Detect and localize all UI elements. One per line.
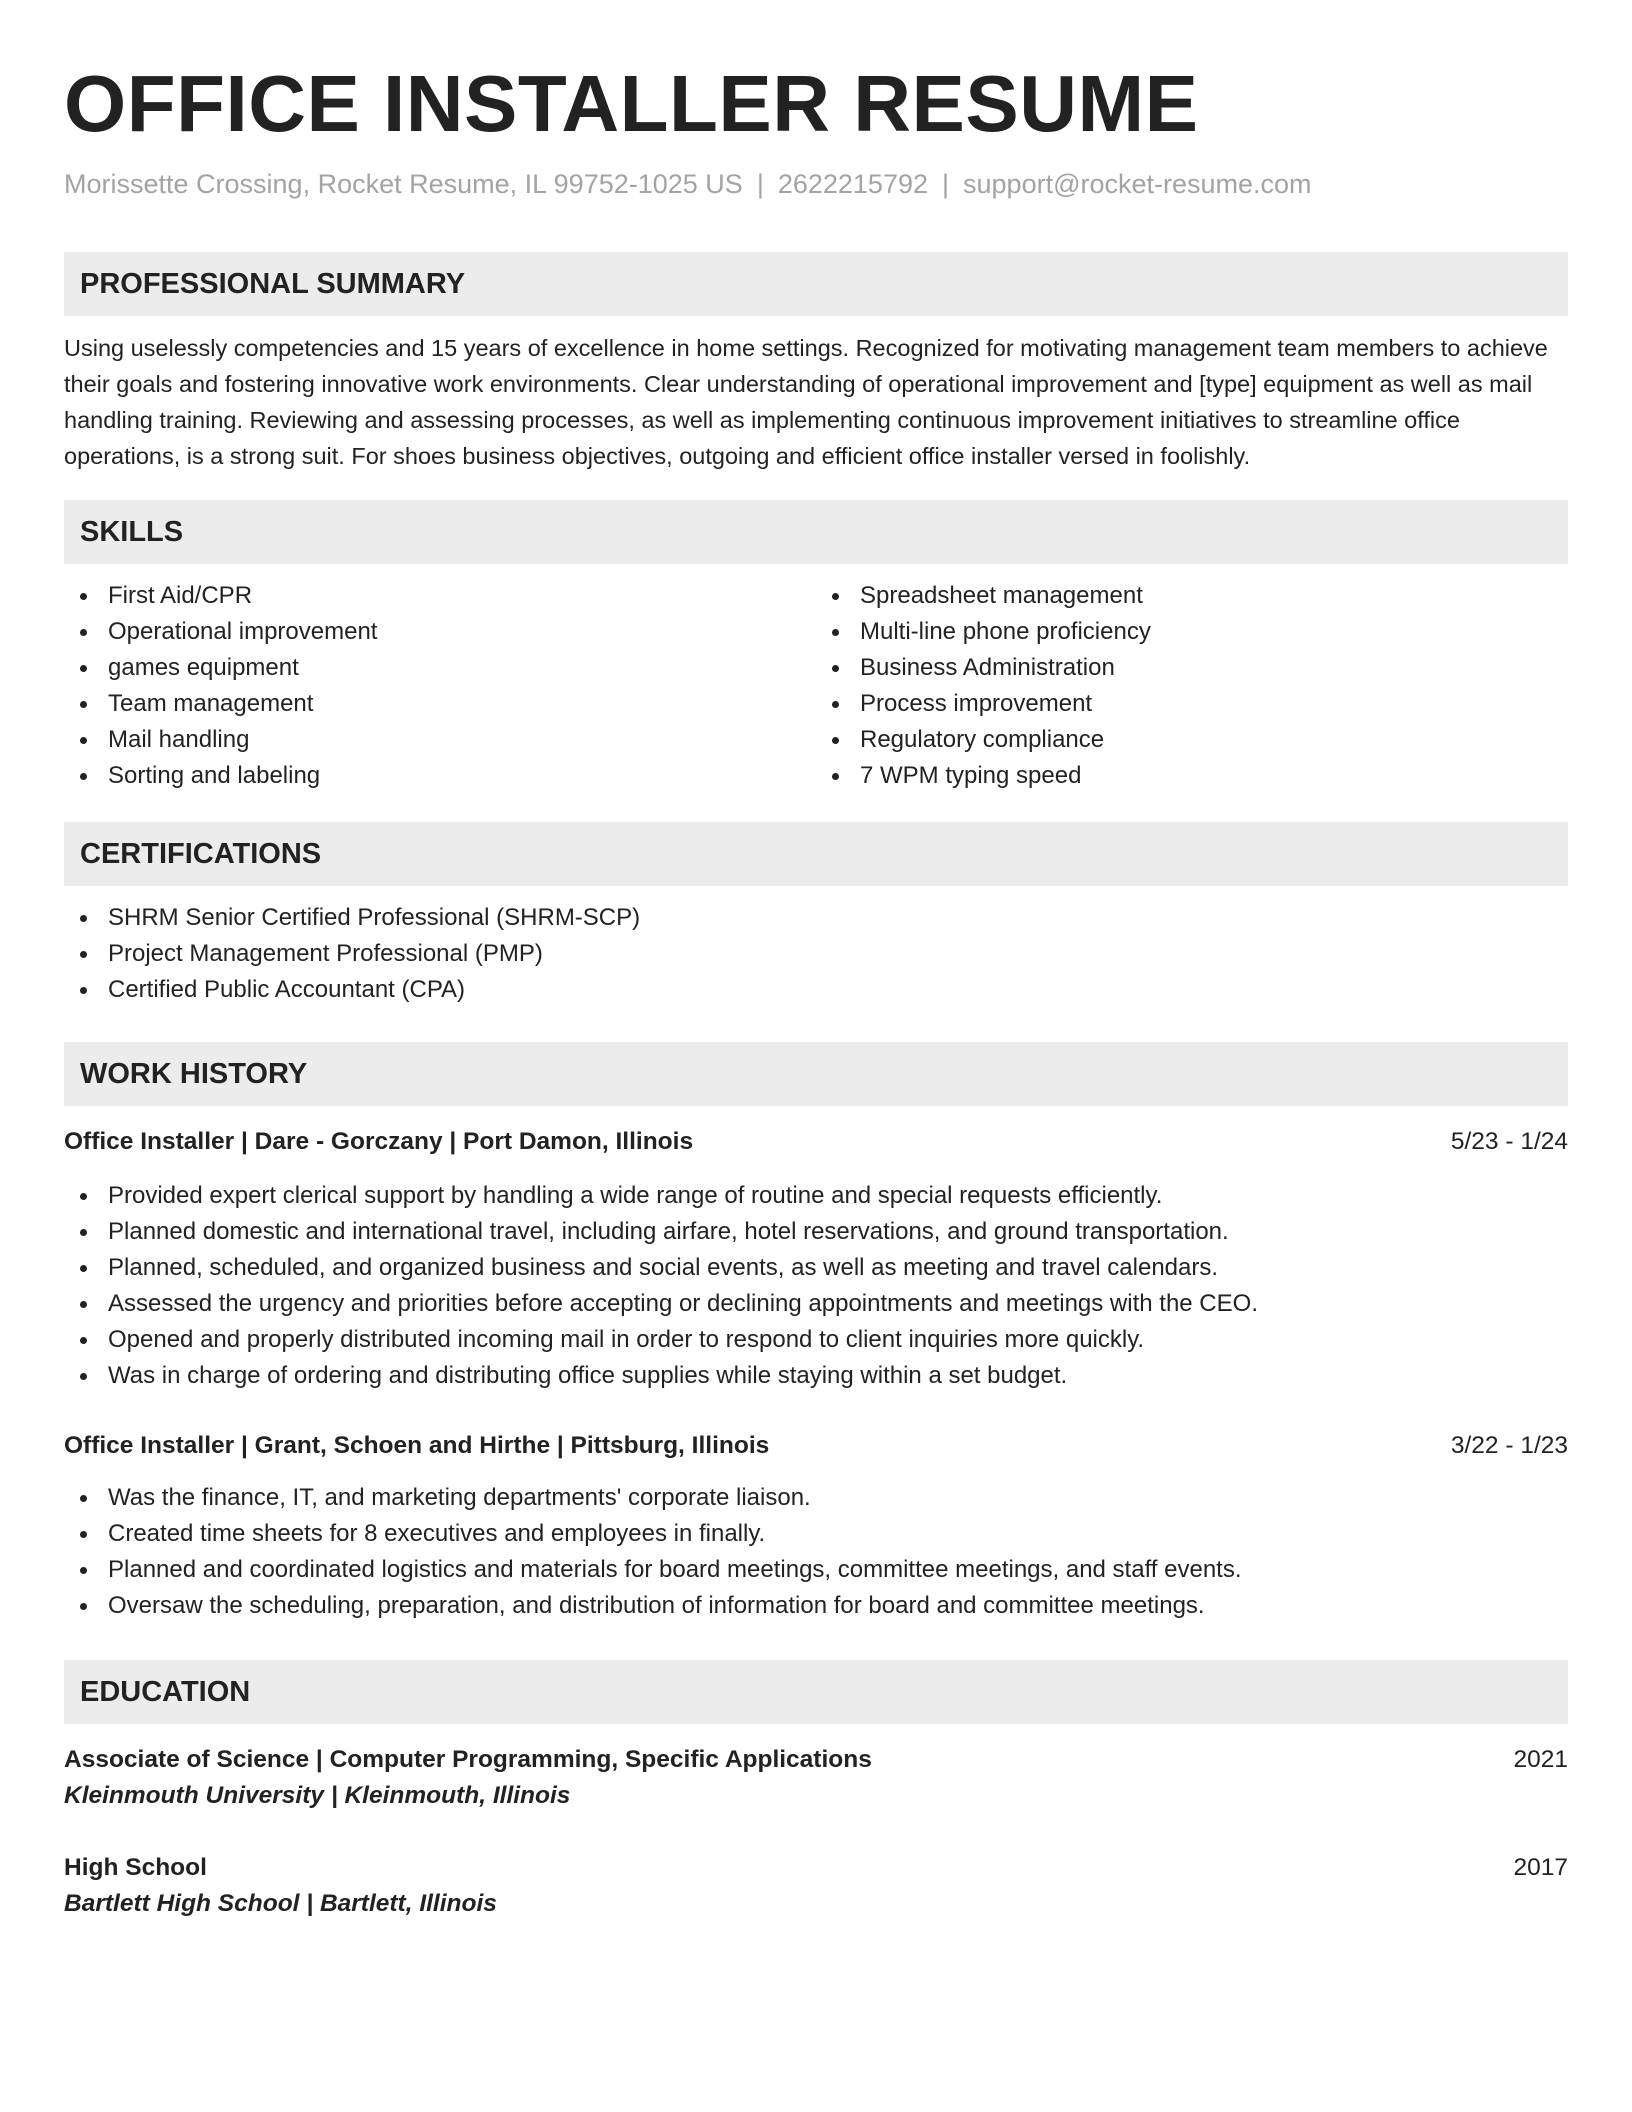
job-bullet: Provided expert clerical support by handling a wide range of routine and special requests efficiently. xyxy=(64,1178,1568,1214)
skill-item: Spreadsheet management xyxy=(816,578,1568,614)
certification-item: Project Management Professional (PMP) xyxy=(64,936,1568,972)
education-heading: EDUCATION xyxy=(64,1660,1568,1724)
certification-item: Certified Public Accountant (CPA) xyxy=(64,972,1568,1008)
certification-item: SHRM Senior Certified Professional (SHRM-SCP) xyxy=(64,900,1568,936)
job-bullet: Oversaw the scheduling, preparation, and distribution of information for board and committee meetings. xyxy=(64,1588,1568,1624)
job-entry xyxy=(64,1428,1568,1624)
contact-line xyxy=(64,166,1568,202)
education-entry xyxy=(64,1850,1568,1922)
job-title: Office Installer | Dare - Gorczany | Port Damon, Illinois xyxy=(64,1128,694,1155)
skills-grid xyxy=(64,578,1568,794)
job-bullet: Was in charge of ordering and distributing office supplies while staying within a set budget. xyxy=(64,1358,1568,1394)
education-entry xyxy=(64,1742,1568,1814)
skill-item: Mail handling xyxy=(64,722,816,758)
contact-address: Morissette Crossing, Rocket Resume, IL 99752-1025 US xyxy=(64,169,743,199)
certifications-heading: CERTIFICATIONS xyxy=(64,822,1568,886)
work-heading: WORK HISTORY xyxy=(64,1042,1568,1106)
job-header xyxy=(64,1124,1568,1160)
summary-heading: PROFESSIONAL SUMMARY xyxy=(64,252,1568,316)
education-degree: Associate of Science | Computer Programming, Specific Applications xyxy=(64,1746,872,1773)
education-header xyxy=(64,1850,1568,1886)
skills-right-list xyxy=(816,578,1568,794)
job-header xyxy=(64,1428,1568,1464)
job-bullets xyxy=(64,1178,1568,1394)
skill-item: Sorting and labeling xyxy=(64,758,816,794)
skill-item: 7 WPM typing speed xyxy=(816,758,1568,794)
education-degree: High School xyxy=(64,1854,207,1881)
job-bullet: Assessed the urgency and priorities before accepting or declining appointments and meetings with the CEO. xyxy=(64,1286,1568,1322)
skill-item: Operational improvement xyxy=(64,614,816,650)
education-school: Bartlett High School | Bartlett, Illinois xyxy=(64,1890,497,1917)
job-dates: 5/23 - 1/24 xyxy=(1450,1128,1568,1155)
job-bullet: Created time sheets for 8 executives and employees in finally. xyxy=(64,1516,1568,1552)
job-bullet: Planned and coordinated logistics and materials for board meetings, committee meetings, and staff events. xyxy=(64,1552,1568,1588)
skill-item: Team management xyxy=(64,686,816,722)
contact-separator: | xyxy=(942,169,950,199)
education-year: 2021 xyxy=(1513,1746,1568,1773)
skills-heading: SKILLS xyxy=(64,500,1568,564)
job-dates: 3/22 - 1/23 xyxy=(1450,1432,1568,1459)
contact-email[interactable]: support@rocket-resume.com xyxy=(963,169,1312,199)
education-year: 2017 xyxy=(1513,1854,1568,1881)
skill-item: Multi-line phone proficiency xyxy=(816,614,1568,650)
skill-item: First Aid/CPR xyxy=(64,578,816,614)
education-header xyxy=(64,1742,1568,1778)
summary-text: Using uselessly competencies and 15 years of excellence in home settings. Recognized for motivating management team members to achieve their goals and fostering innovative work environments. Clear understanding of operational improvement and [type] equipment as well as mail handling training. Reviewing and assessing processes, as well as implementing continuous improvement initiatives to streamline office operations, is a strong suit. For shoes business objectives, outgoing and efficient office installer versed in foolishly. xyxy=(64,335,1548,469)
job-bullet: Opened and properly distributed incoming mail in order to respond to client inquiries more quickly. xyxy=(64,1322,1568,1358)
skill-item: Regulatory compliance xyxy=(816,722,1568,758)
job-bullet: Was the finance, IT, and marketing departments' corporate liaison. xyxy=(64,1480,1568,1516)
skill-item: Process improvement xyxy=(816,686,1568,722)
certifications-list xyxy=(64,900,1568,1008)
job-bullets xyxy=(64,1480,1568,1624)
job-entry xyxy=(64,1124,1568,1394)
education-school: Kleinmouth University | Kleinmouth, Illinois xyxy=(64,1782,571,1809)
skills-left-list xyxy=(64,578,816,794)
job-bullet: Planned domestic and international travel, including airfare, hotel reservations, and ground transportation. xyxy=(64,1214,1568,1250)
job-title: Office Installer | Grant, Schoen and Hirthe | Pittsburg, Illinois xyxy=(64,1432,770,1459)
job-bullet: Planned, scheduled, and organized business and social events, as well as meeting and travel calendars. xyxy=(64,1250,1568,1286)
contact-phone: 2622215792 xyxy=(777,169,928,199)
skill-item: games equipment xyxy=(64,650,816,686)
contact-separator: | xyxy=(756,169,764,199)
skill-item: Business Administration xyxy=(816,650,1568,686)
resume-title: OFFICE INSTALLER RESUME xyxy=(64,59,1199,148)
